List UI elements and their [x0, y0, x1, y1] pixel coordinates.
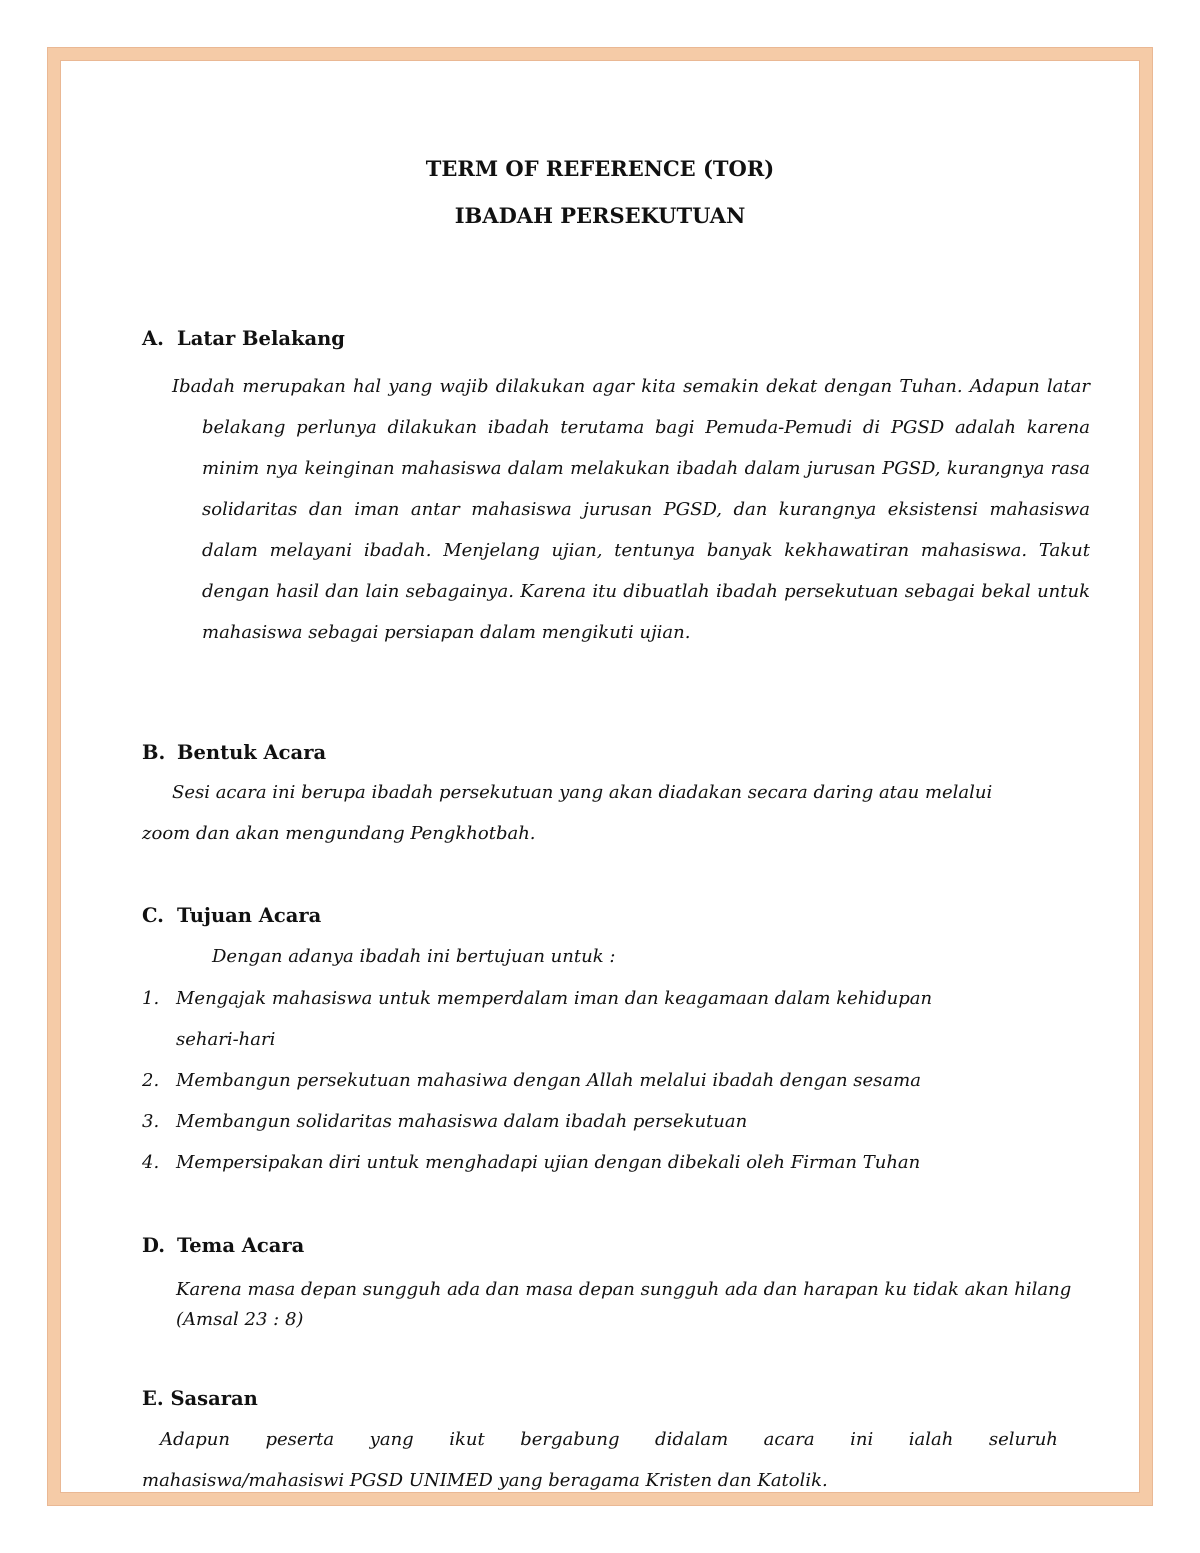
list-item-continuation: sehari-hari [176, 1029, 276, 1050]
section-d-letter: D. [142, 1234, 166, 1257]
section-a-title: Latar Belakang [177, 327, 345, 350]
list-item: Mengajak mahasiswa untuk memperdalam iman dan keagamaan dalam kehidupan [176, 988, 933, 1009]
section-e-word: yang [369, 1429, 414, 1450]
section-e-word: acara [763, 1429, 815, 1450]
section-e-word: ikut [449, 1429, 485, 1450]
section-a-body: Ibadah merupakan hal yang wajib dilakukan agar kita semakin dekat dengan Tuhan. Adapun latar belakang perlunya dilakukan ibadah terutama bagi Pemuda-Pemudi di PGSD adalah karena minim nya keinginan mahasiswa dalam melakukan ibadah dalam jurusan PGSD, kurangnya rasa solidaritas dan iman antar mahasiswa jurusan PGSD, dan kurangnya eksistensi mahasiswa dalam melayani ibadah. Menjelang ujian, tentunya banyak kekhawatiran mahasiswa. Takut dengan hasil dan lain sebagainya. Karena itu dibuatlah ibadah persekutuan sebagai bekal untuk mahasiswa sebagai persiapan dalam mengikuti ujian. [172, 376, 1090, 643]
section-b-body-line1: Sesi acara ini berupa ibadah persekutuan yang akan diadakan secara daring atau melalui [172, 782, 993, 803]
list-item: Mempersipakan diri untuk menghadapi ujian dengan dibekali oleh Firman Tuhan [176, 1152, 921, 1173]
section-e-word: bergabung [520, 1429, 620, 1450]
list-item: Membangun persekutuan mahasiwa dengan Allah melalui ibadah dengan sesama [176, 1070, 921, 1091]
section-a-heading [142, 327, 345, 350]
section-b-title: Bentuk Acara [177, 741, 327, 764]
section-e-word: peserta [265, 1429, 335, 1450]
section-e-word: ialah [908, 1429, 954, 1450]
section-e-word: Adapun [160, 1429, 230, 1450]
list-item: Membangun solidaritas mahasiswa dalam ibadah persekutuan [176, 1111, 748, 1132]
section-e-body-line2: mahasiswa/mahasiswi PGSD UNIMED yang beragama Kristen dan Katolik. [142, 1470, 828, 1491]
section-c-title: Tujuan Acara [177, 904, 322, 927]
section-c-letter: C. [142, 904, 164, 927]
section-d-title: Tema Acara [177, 1234, 305, 1257]
document-title: TERM OF REFERENCE (TOR) [425, 156, 775, 181]
section-b-body-line2: zoom dan akan mengundang Pengkhotbah. [142, 823, 536, 844]
section-e-body-line1 [160, 1429, 1058, 1450]
section-b-letter: B. [142, 741, 166, 764]
list-item-number: 3. [142, 1111, 160, 1132]
section-c-intro: Dengan adanya ibadah ini bertujuan untuk : [212, 946, 616, 967]
section-c-heading [142, 904, 321, 927]
list-item-number: 4. [142, 1152, 160, 1173]
list-item-number: 2. [142, 1070, 160, 1091]
section-e-word: ini [850, 1429, 874, 1450]
section-e-heading: E. Sasaran [142, 1387, 258, 1410]
section-d-body: Karena masa depan sungguh ada dan masa depan sungguh ada dan harapan ku tidak akan hilang (Amsal 23 : 8) [176, 1279, 1072, 1330]
section-b-heading [142, 741, 326, 764]
document-subtitle: IBADAH PERSEKUTUAN [454, 203, 746, 228]
section-e-word: seluruh [988, 1429, 1058, 1450]
section-a-letter: A. [142, 327, 164, 350]
list-item-number: 1. [142, 988, 160, 1009]
section-d-heading [142, 1234, 304, 1257]
section-e-word: didalam [655, 1429, 729, 1450]
